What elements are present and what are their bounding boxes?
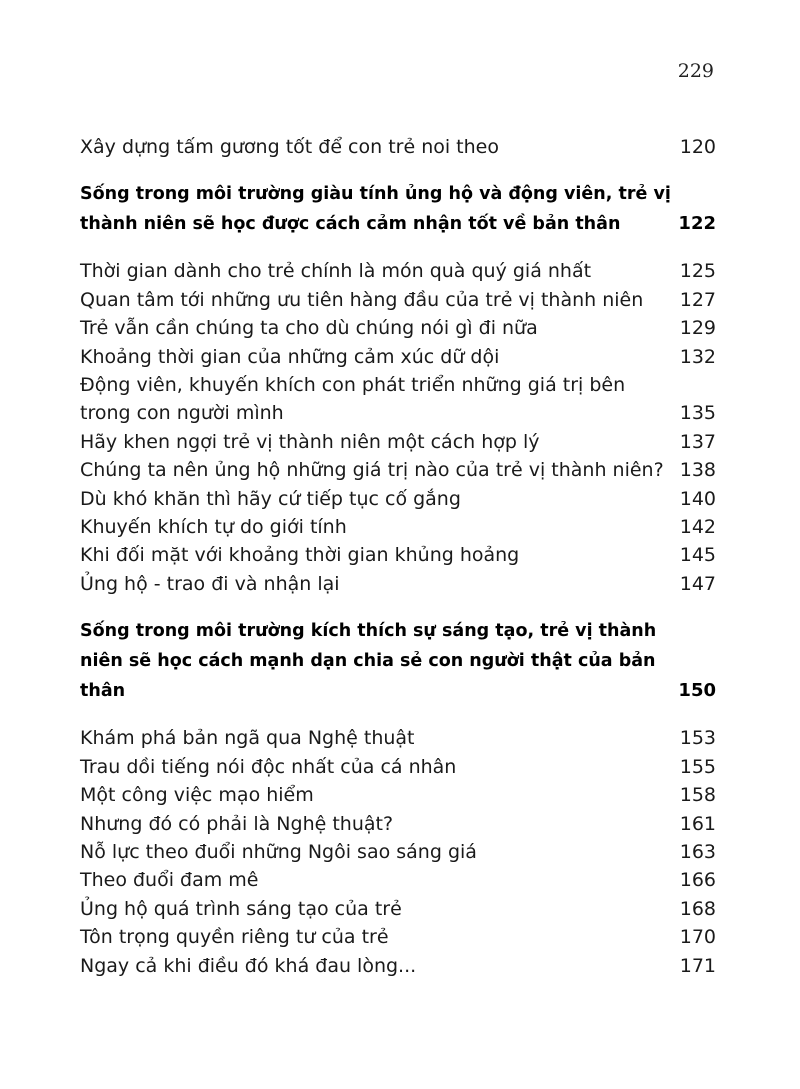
toc-entry-title: Chúng ta nên ủng hộ những giá trị nào của trẻ vị thành niên?: [80, 459, 664, 482]
toc-entry-title: Ủng hộ - trao đi và nhận lại: [80, 572, 340, 595]
toc-entry-title: Khuyến khích tự do giới tính: [80, 516, 347, 539]
toc-entry-page-number: 145: [679, 544, 716, 567]
section-page-number: 122: [678, 213, 716, 235]
toc-entry: [80, 866, 716, 894]
toc-entry: [80, 286, 716, 314]
toc-entry: [80, 257, 716, 285]
toc-group-top: [80, 133, 716, 161]
table-of-contents: [80, 133, 716, 980]
toc-entry-page-number: 125: [679, 260, 716, 283]
toc-entry-page-number: 170: [679, 926, 716, 949]
toc-entry-page-number: 140: [679, 487, 716, 510]
toc-group-1: [80, 257, 716, 598]
section-page-number: 150: [678, 680, 716, 702]
toc-entry-title: Dù khó khăn thì hãy cứ tiếp tục cố gắng: [80, 487, 461, 510]
section-heading-2: [80, 616, 716, 706]
toc-entry-title: Nỗ lực theo đuổi những Ngôi sao sáng giá: [80, 840, 477, 863]
toc-entry-page-number: 129: [679, 317, 716, 340]
toc-entry-title: Khoảng thời gian của những cảm xúc dữ dội: [80, 345, 500, 368]
toc-entry-title: Xây dựng tấm gương tốt để con trẻ noi theo: [80, 136, 499, 158]
toc-entry-title: Ngay cả khi điều đó khá đau lòng...: [80, 954, 417, 977]
toc-entry-title: Động viên, khuyến khích con phát triển những giá trị bên trong con người mình: [80, 374, 626, 425]
toc-group-2: [80, 724, 716, 980]
toc-entry-title: Theo đuổi đam mê: [80, 869, 259, 892]
toc-entry: [80, 314, 716, 342]
toc-entry: [80, 133, 716, 161]
toc-entry-page-number: 132: [679, 345, 716, 368]
toc-entry: [80, 485, 716, 513]
toc-entry-page-number: 137: [679, 430, 716, 453]
toc-entry: [80, 838, 716, 866]
section-title: Sống trong môi trường giàu tính ủng hộ và động viên, trẻ vị thành niên sẽ học được cách cảm nhận tốt về bản thân: [80, 184, 671, 235]
toc-entry-page-number: 153: [679, 727, 716, 750]
toc-entry: [80, 428, 716, 456]
toc-entry-title: Khám phá bản ngã qua Nghệ thuật: [80, 727, 415, 750]
toc-entry-title: Ủng hộ quá trình sáng tạo của trẻ: [80, 897, 402, 920]
toc-entry-title: Tôn trọng quyền riêng tư của trẻ: [80, 926, 389, 949]
toc-entry-page-number: 120: [679, 136, 716, 158]
toc-entry: [80, 895, 716, 923]
toc-entry: [80, 570, 716, 598]
toc-entry-page-number: 155: [679, 755, 716, 778]
toc-entry-page-number: 138: [679, 459, 716, 482]
toc-entry-page-number: 161: [679, 812, 716, 835]
toc-entry-title: Hãy khen ngợi trẻ vị thành niên một cách hợp lý: [80, 430, 540, 453]
toc-entry-title: Trẻ vẫn cần chúng ta cho dù chúng nói gì đi nữa: [80, 317, 538, 340]
section-title: Sống trong môi trường kích thích sự sáng tạo, trẻ vị thành niên sẽ học cách mạnh dạn chia sẻ con người thật của bản thân: [80, 621, 657, 702]
toc-entry-title: Một công việc mạo hiểm: [80, 784, 314, 807]
toc-entry-page-number: 158: [679, 784, 716, 807]
toc-entry-page-number: 135: [679, 402, 716, 425]
toc-entry: [80, 513, 716, 541]
toc-entry: [80, 456, 716, 484]
toc-entry-page-number: 142: [679, 516, 716, 539]
toc-entry: [80, 923, 716, 951]
toc-entry: [80, 781, 716, 809]
toc-entry: [80, 810, 716, 838]
toc-entry: [80, 724, 716, 752]
page-number: 229: [677, 60, 714, 82]
toc-entry-page-number: 166: [679, 869, 716, 892]
toc-entry-page-number: 171: [679, 954, 716, 977]
toc-entry-title: Nhưng đó có phải là Nghệ thuật?: [80, 812, 394, 835]
toc-entry-page-number: 127: [679, 288, 716, 311]
toc-entry: [80, 371, 716, 428]
toc-entry-title: Khi đối mặt với khoảng thời gian khủng hoảng: [80, 544, 520, 567]
toc-entry: [80, 753, 716, 781]
toc-entry-title: Trau dồi tiếng nói độc nhất của cá nhân: [80, 755, 457, 778]
toc-entry-page-number: 168: [679, 897, 716, 920]
toc-entry: [80, 541, 716, 569]
toc-entry-title: Thời gian dành cho trẻ chính là món quà quý giá nhất: [80, 260, 592, 283]
toc-entry: [80, 343, 716, 371]
section-heading-1: [80, 179, 716, 239]
toc-entry-page-number: 163: [679, 840, 716, 863]
toc-entry: [80, 952, 716, 980]
toc-entry-page-number: 147: [679, 572, 716, 595]
toc-entry-title: Quan tâm tới những ưu tiên hàng đầu của trẻ vị thành niên: [80, 288, 644, 311]
